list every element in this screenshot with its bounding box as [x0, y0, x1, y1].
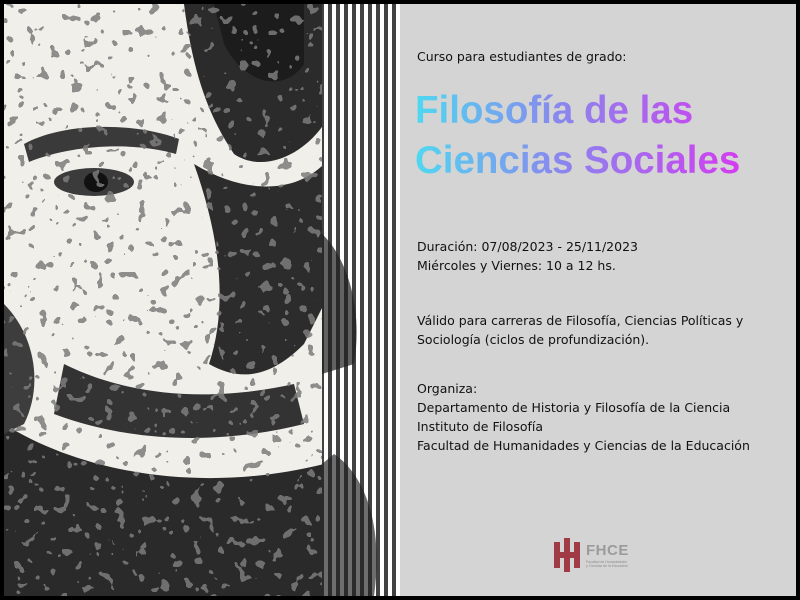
pixelated-portrait-image	[4, 4, 400, 596]
schedule-text: Miércoles y Viernes: 10 a 12 hs.	[417, 258, 616, 273]
title-line-2: Ciencias Sociales	[415, 139, 741, 182]
organizer-item: Instituto de Filosofía	[417, 419, 544, 434]
organiza-label: Organiza:	[417, 381, 478, 396]
fhce-logo-icon	[554, 538, 580, 572]
duration-text: Duración: 07/08/2023 - 25/11/2023	[417, 239, 638, 254]
logo-subtext-line-2: y Ciencias de la Educación	[586, 564, 629, 568]
course-kicker: Curso para estudiantes de grado:	[417, 49, 627, 64]
organizer-item: Departamento de Historia y Filosofía de la Ciencia	[417, 400, 731, 415]
logo-subtext-line-1: Facultad de Humanidades	[586, 560, 627, 564]
organizer-item: Facultad de Humanidades y Ciencias de la Educación	[417, 438, 750, 453]
valid-text-line-2: Sociología (ciclos de profundización).	[417, 332, 650, 347]
fhce-logo	[554, 538, 654, 572]
title-line-1: Filosofía de las	[415, 89, 694, 132]
logo-text: FHCE	[586, 542, 629, 559]
logo-subtext	[586, 560, 628, 568]
course-title	[415, 86, 740, 186]
valid-text-line-1: Válido para carreras de Filosofía, Ciencias Políticas y	[417, 313, 744, 328]
info-panel	[400, 4, 796, 596]
